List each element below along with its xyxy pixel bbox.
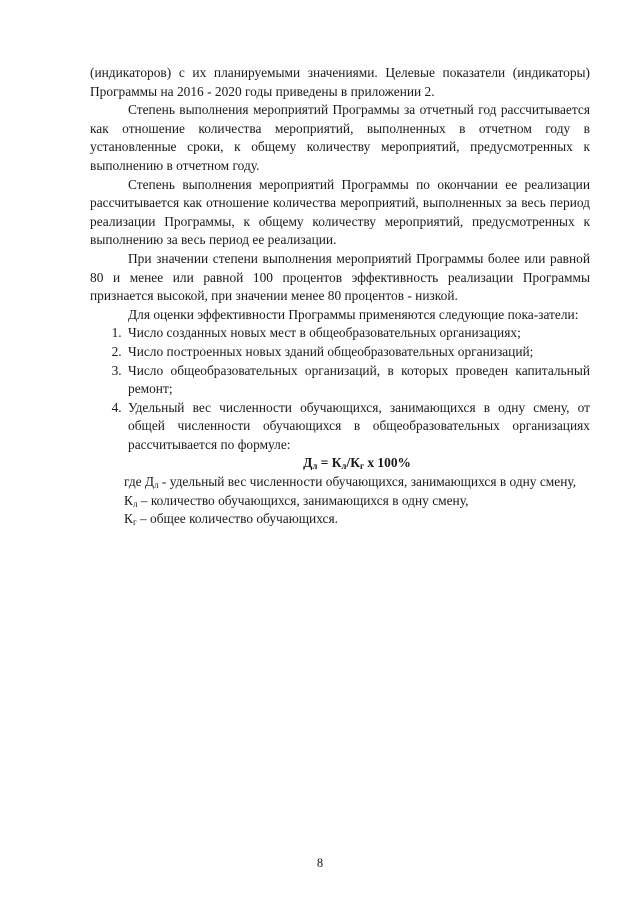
- formula-k1-sub: л: [341, 461, 347, 472]
- paragraph-indicators-heading: Для оценки эффективности Программы применяются следующие пока-затели:: [128, 306, 579, 322]
- formula-k2: К: [350, 455, 360, 471]
- legend-d-sub: л: [154, 480, 159, 491]
- formula-tail: х 100%: [364, 455, 411, 471]
- page-content: [90, 64, 590, 529]
- paragraph-efficiency-threshold: При значении степени выполнения мероприятий Программы более или равной 80 и менее или равной 100 процентов эффективность реализации Программы признается высокой, при значении менее 80 процентов - низкой.: [90, 250, 590, 304]
- legend-d: [90, 473, 590, 492]
- formula-d-sub: л: [312, 461, 318, 472]
- list-item: 4. Удельный вес численности обучающихся, занимающихся в одну смену, от общей численности обучающихся в общеобразовательных организациях рассчитывается по формуле:: [125, 399, 590, 455]
- paragraph-total-completion: Степень выполнения мероприятий Программы по окончании ее реализации рассчитывается как отношение количества мероприятий, выполненных за весь период реализации Программы, к общему количеству мероприятий, предусмотренных к выполнению за весь период ее реализации.: [90, 176, 590, 248]
- formula: [90, 454, 590, 473]
- formula-d: Д: [303, 455, 313, 471]
- page-number: 8: [316, 856, 324, 870]
- legend-kl-sub: л: [132, 498, 138, 509]
- formula-slash: /: [346, 455, 351, 471]
- indicator-list: [90, 324, 590, 454]
- formula-eq: =: [317, 455, 332, 471]
- list-item: 3. Число общеобразовательных организаций, в которых проведен капитальный ремонт;: [125, 362, 590, 399]
- list-item: 1. Число созданных новых мест в общеобразовательных организациях;: [125, 324, 590, 343]
- legend-d-text: - удельный вес численности обучающихся, занимающихся в одну смену,: [158, 474, 577, 490]
- legend-kl: [90, 492, 590, 511]
- legend-kg-symbol: К: [124, 511, 133, 527]
- legend-kg: [90, 510, 590, 529]
- legend-d-prefix: где Д: [124, 474, 155, 490]
- legend-kg-sub: г: [132, 517, 137, 528]
- legend-kl-text: – количество обучающихся, занимающихся в одну смену,: [137, 492, 469, 508]
- paragraph-yearly-completion: Степень выполнения мероприятий Программы за отчетный год рассчитывается как отношение количества мероприятий, выполненных в отчетном году в установленные сроки, к общему количеству мероприятий, предусмотренных к выполнению в отчетном году.: [90, 102, 590, 173]
- legend-kg-text: – общее количество обучающихся.: [136, 511, 338, 527]
- list-item: 2. Число построенных новых зданий общеобразовательных организаций;: [125, 343, 590, 362]
- formula-k2-sub: г: [359, 461, 365, 472]
- legend-kl-symbol: К: [124, 492, 133, 508]
- formula-k1: К: [331, 455, 342, 471]
- paragraph-indicators-intro: (индикаторов) с их планируемыми значениями. Целевые показатели (индикаторы) Программы на 2016 - 2020 годы приведены в приложении 2.: [90, 65, 590, 99]
